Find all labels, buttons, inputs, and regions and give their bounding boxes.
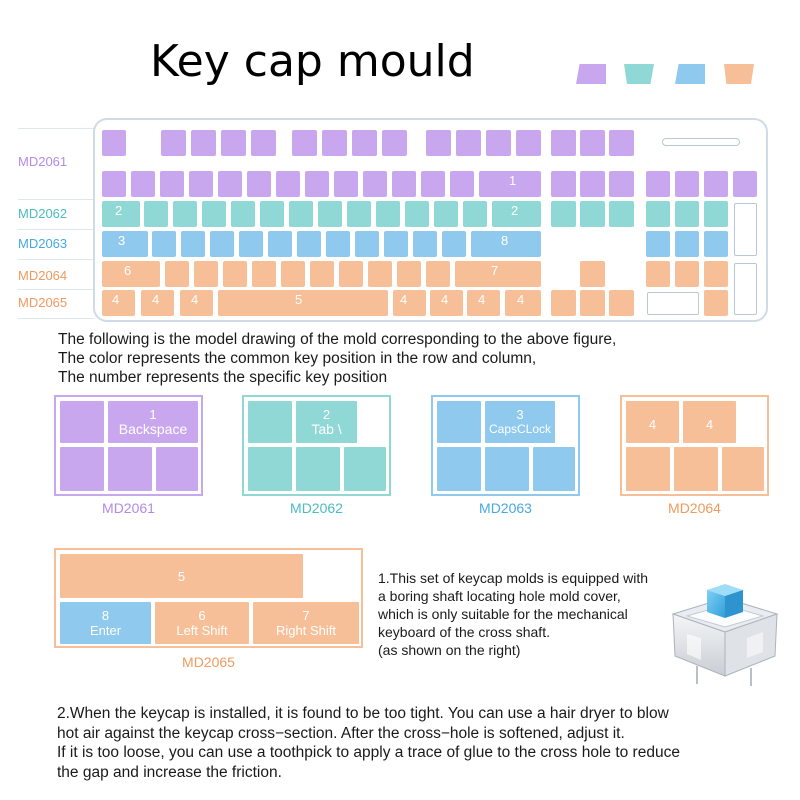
page-title: Key cap mould bbox=[150, 36, 475, 87]
key: 4 bbox=[505, 290, 541, 316]
mechanical-switch-image bbox=[667, 576, 783, 688]
row-label-md2062: MD2062 bbox=[18, 206, 68, 221]
mold-key-right-shift bbox=[253, 602, 359, 644]
key bbox=[210, 231, 234, 257]
key bbox=[551, 171, 576, 197]
key bbox=[551, 130, 576, 156]
key bbox=[347, 201, 371, 227]
mold-key-number: 2 bbox=[322, 407, 331, 422]
key bbox=[551, 290, 576, 316]
mold-md2065 bbox=[54, 548, 363, 648]
mold-key bbox=[248, 401, 292, 443]
note-1 bbox=[378, 569, 648, 659]
mold-key-number: 6 bbox=[198, 608, 206, 623]
key bbox=[297, 231, 321, 257]
key bbox=[675, 201, 699, 227]
blue-swatch bbox=[675, 64, 705, 84]
mold-key-number: 8 bbox=[101, 608, 110, 623]
key bbox=[161, 130, 186, 156]
key bbox=[704, 201, 728, 227]
key bbox=[194, 261, 218, 287]
key bbox=[580, 171, 605, 197]
key bbox=[733, 171, 757, 197]
key bbox=[609, 290, 634, 316]
key bbox=[247, 171, 271, 197]
key-caps: 3 bbox=[102, 231, 148, 257]
note-line: 1.This set of keycap molds is equipped with bbox=[378, 570, 649, 586]
mold-key bbox=[485, 447, 529, 491]
row-label-md2065: MD2065 bbox=[18, 295, 68, 310]
row-divider bbox=[18, 229, 94, 230]
key bbox=[181, 231, 205, 257]
key bbox=[392, 171, 416, 197]
key bbox=[131, 171, 155, 197]
key bbox=[463, 201, 487, 227]
key bbox=[292, 130, 317, 156]
mold-key-enter bbox=[60, 602, 151, 644]
key bbox=[704, 290, 728, 316]
key-tab: 2 bbox=[102, 201, 140, 227]
key bbox=[551, 201, 576, 227]
key: 4 bbox=[141, 290, 174, 316]
key bbox=[189, 171, 213, 197]
key bbox=[355, 231, 379, 257]
mold-key bbox=[626, 447, 670, 491]
mold-key: 4 bbox=[626, 401, 679, 443]
mold-key bbox=[108, 447, 152, 491]
key bbox=[609, 171, 634, 197]
key bbox=[646, 171, 670, 197]
key bbox=[580, 290, 605, 316]
row-label-md2061: MD2061 bbox=[18, 154, 68, 169]
mold-key bbox=[722, 447, 764, 491]
key bbox=[413, 231, 437, 257]
key bbox=[646, 261, 670, 287]
purple-swatch bbox=[576, 64, 606, 84]
key-numpad-zero-outline bbox=[647, 292, 699, 315]
mold-key-name: Left Shift bbox=[176, 623, 228, 638]
mold-key-tab bbox=[296, 401, 357, 443]
key bbox=[102, 130, 126, 156]
key bbox=[339, 261, 363, 287]
mold-key-name: Tab \ bbox=[311, 421, 342, 437]
mold-key-name: Right Shift bbox=[276, 623, 336, 638]
mold-md2064 bbox=[620, 395, 769, 496]
orange-swatch bbox=[724, 64, 754, 84]
note-line: If it is too loose, you can use a toothpick to apply a trace of glue to the cross hole to reduce bbox=[57, 744, 680, 761]
key-numpad-plus-outline bbox=[734, 203, 757, 256]
row-divider bbox=[18, 199, 94, 200]
mold-key bbox=[437, 401, 481, 443]
key bbox=[223, 261, 247, 287]
description-line: The color represents the common key position in the row and column, bbox=[58, 350, 537, 367]
mold-md2062 bbox=[242, 395, 391, 496]
key bbox=[276, 171, 300, 197]
note-line: which is only suitable for the mechanical bbox=[378, 606, 628, 622]
key bbox=[144, 201, 168, 227]
note-line: (as shown on the right) bbox=[378, 642, 521, 658]
key bbox=[318, 201, 342, 227]
mold-key-spacebar: 5 bbox=[60, 554, 303, 598]
key bbox=[434, 201, 458, 227]
key bbox=[704, 261, 728, 287]
key bbox=[486, 130, 511, 156]
key-enter: 8 bbox=[471, 231, 541, 257]
key bbox=[450, 171, 474, 197]
mold-key bbox=[533, 447, 575, 491]
key bbox=[289, 201, 313, 227]
key bbox=[239, 231, 263, 257]
key bbox=[426, 130, 451, 156]
mold-md2063 bbox=[431, 395, 580, 496]
mold-key: 4 bbox=[683, 401, 736, 443]
note-line: hot air against the keycap cross−section. After the cross−hole is softened, adjust it. bbox=[57, 724, 625, 742]
mold-label-md2061: MD2061 bbox=[102, 500, 155, 516]
key: 4 bbox=[467, 290, 500, 316]
key bbox=[218, 171, 242, 197]
key bbox=[516, 130, 541, 156]
key bbox=[384, 231, 408, 257]
key bbox=[426, 261, 450, 287]
key-right-shift: 7 bbox=[455, 261, 541, 287]
key bbox=[704, 231, 728, 257]
key bbox=[160, 171, 184, 197]
key bbox=[305, 171, 329, 197]
key bbox=[102, 171, 126, 197]
key bbox=[334, 171, 358, 197]
teal-swatch bbox=[624, 64, 654, 84]
mold-label-md2065: MD2065 bbox=[182, 654, 235, 670]
key bbox=[251, 130, 276, 156]
mold-key bbox=[437, 447, 481, 491]
mold-key-number: 7 bbox=[302, 608, 310, 623]
key-numpad-enter-outline bbox=[734, 263, 757, 315]
key bbox=[231, 201, 255, 227]
key: 4 bbox=[180, 290, 213, 316]
key bbox=[363, 171, 387, 197]
mold-key-name: Enter bbox=[89, 623, 122, 638]
key bbox=[221, 130, 246, 156]
key bbox=[580, 130, 605, 156]
key bbox=[704, 171, 728, 197]
note-line: keyboard of the cross shaft. bbox=[378, 624, 550, 640]
row-label-md2063: MD2063 bbox=[18, 236, 68, 251]
note-line: the gap and increase the friction. bbox=[57, 763, 282, 781]
note-2 bbox=[57, 704, 680, 782]
key bbox=[397, 261, 421, 287]
key-spacebar: 5 bbox=[218, 290, 388, 316]
mold-key-number: 1 bbox=[149, 407, 157, 422]
key-backspace: 1 bbox=[479, 171, 541, 197]
row-divider bbox=[18, 318, 94, 319]
mold-md2061 bbox=[54, 395, 203, 496]
row-divider bbox=[18, 128, 94, 129]
keyboard-slot bbox=[662, 138, 740, 146]
key bbox=[646, 201, 670, 227]
key bbox=[382, 130, 407, 156]
description-line: The number represents the specific key position bbox=[58, 369, 388, 386]
key-left-shift: 6 bbox=[102, 261, 160, 287]
row-label-md2064: MD2064 bbox=[18, 268, 68, 283]
key bbox=[252, 261, 276, 287]
mold-key-name: Backspace bbox=[118, 421, 188, 437]
mold-key bbox=[60, 447, 104, 491]
mold-key bbox=[344, 447, 386, 491]
key bbox=[202, 201, 226, 227]
mold-label-md2062: MD2062 bbox=[290, 500, 343, 516]
key bbox=[165, 261, 189, 287]
description-line: The following is the model drawing of the mold corresponding to the above figure, bbox=[58, 331, 617, 348]
key: 4 bbox=[102, 290, 135, 316]
mold-key bbox=[674, 447, 718, 491]
note-line: 2.When the keycap is installed, it is found to be too tight. You can use a hair dryer to blow bbox=[57, 705, 669, 722]
mold-key bbox=[248, 447, 292, 491]
key bbox=[675, 231, 699, 257]
mold-key bbox=[156, 447, 198, 491]
row-divider bbox=[18, 259, 94, 260]
key bbox=[675, 261, 699, 287]
key bbox=[609, 201, 634, 227]
mold-label-md2063: MD2063 bbox=[479, 500, 532, 516]
key: 4 bbox=[393, 290, 426, 316]
key bbox=[376, 201, 400, 227]
key bbox=[580, 201, 605, 227]
mold-key-left-shift bbox=[155, 602, 249, 644]
mold-key-number: 3 bbox=[516, 407, 524, 422]
key bbox=[191, 130, 216, 156]
mold-key-name: CapsCLock bbox=[488, 422, 552, 436]
mold-label-md2064: MD2064 bbox=[668, 500, 721, 516]
key bbox=[580, 261, 605, 287]
key bbox=[310, 261, 334, 287]
mold-key bbox=[296, 447, 340, 491]
key bbox=[173, 201, 197, 227]
mold-key-backspace bbox=[108, 401, 198, 443]
key bbox=[456, 130, 481, 156]
key bbox=[260, 201, 284, 227]
description bbox=[58, 330, 616, 387]
key bbox=[352, 130, 377, 156]
row-divider bbox=[18, 289, 94, 290]
key-backslash: 2 bbox=[492, 201, 541, 227]
note-line: a boring shaft locating hole mold cover, bbox=[378, 588, 621, 604]
key bbox=[152, 231, 176, 257]
key bbox=[405, 201, 429, 227]
key bbox=[646, 231, 670, 257]
key bbox=[675, 171, 699, 197]
key bbox=[421, 171, 445, 197]
key bbox=[281, 261, 305, 287]
mold-key bbox=[60, 401, 104, 443]
mold-key-capslock bbox=[485, 401, 555, 443]
key bbox=[609, 130, 634, 156]
key bbox=[442, 231, 466, 257]
key: 4 bbox=[430, 290, 463, 316]
key bbox=[368, 261, 392, 287]
key bbox=[326, 231, 350, 257]
key bbox=[268, 231, 292, 257]
key bbox=[322, 130, 347, 156]
